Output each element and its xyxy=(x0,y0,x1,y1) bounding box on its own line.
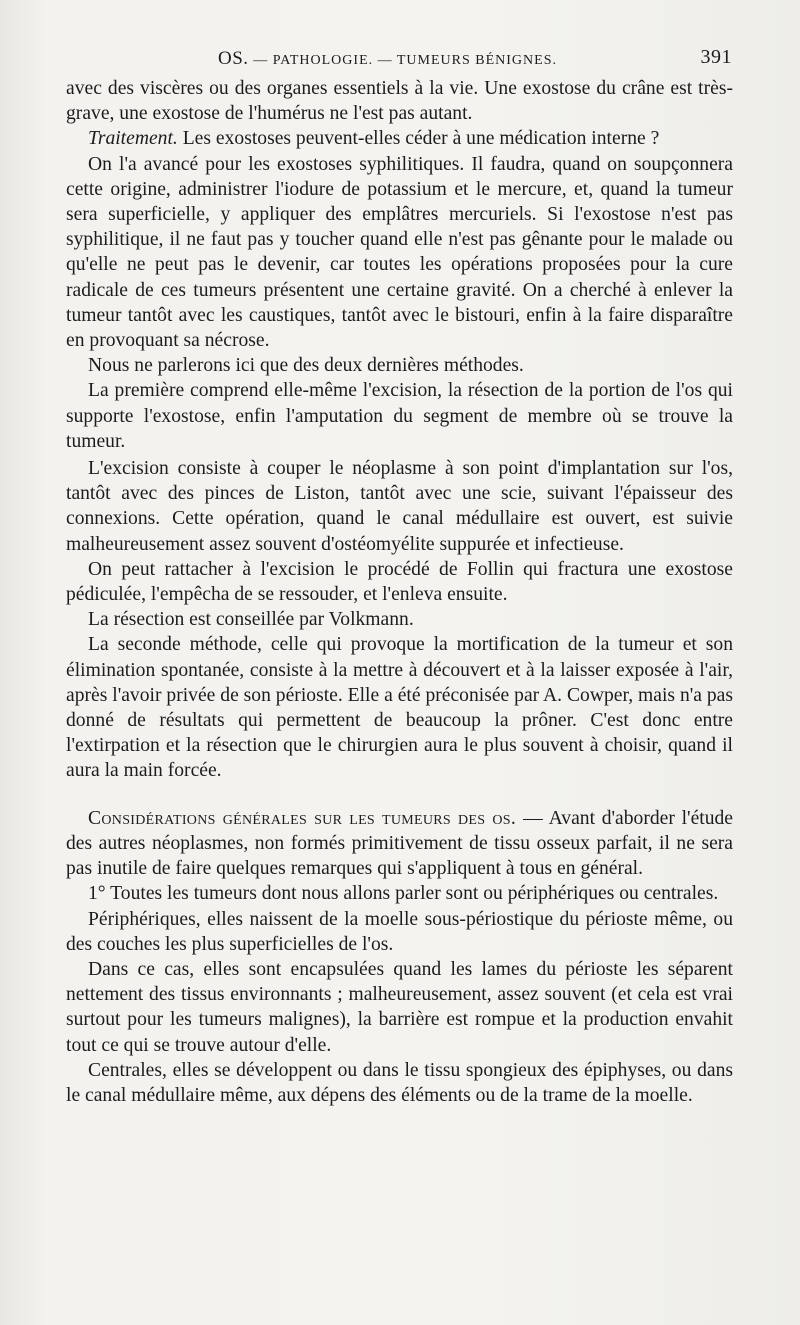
paragraph-13: Dans ce cas, elles sont encapsulées quand les lames du périoste les séparent nettement des tissus environnants ; malheureusement, assez souvent (et cela est vrai surtout pour les tumeurs malignes), la barrière est rompue et la production envahit tout ce qui se trouve autour d'elle. xyxy=(66,958,733,1056)
paragraph-4: Nous ne parlerons ici que des deux dernières méthodes. xyxy=(88,355,524,377)
traitement-text: Les exostoses peuvent-elles céder à une médication interne ? xyxy=(182,128,660,150)
paragraph-6: L'excision consiste à couper le néoplasme à son point d'implantation sur l'os, tantôt avec des pinces de Liston, tantôt avec une scie, suivant l'épaisseur des connexions. Cette opération, quand le canal médullaire est ouvert, est suivie malheureusement assez souvent d'ostéomyélite suppurée et infectieuse. xyxy=(66,458,733,555)
running-title-os: OS. xyxy=(218,48,249,69)
paragraph-12: Périphériques, elles naissent de la moelle sous-périostique du périoste même, ou des couches les plus superficielles de l'os. xyxy=(66,908,733,955)
running-title-text: — PATHOLOGIE. — TUMEURS BÉNIGNES. xyxy=(253,53,557,68)
paragraph-8: La résection est conseillée par Volkmann. xyxy=(88,609,414,631)
running-header xyxy=(0,46,800,74)
paragraph-5: La première comprend elle-même l'excision, la résection de la portion de l'os qui supporte l'exostose, enfin l'amputation du segment de membre où se trouve la tumeur. xyxy=(66,380,733,452)
section-heading: Considérations générales sur les tumeurs des os. — xyxy=(88,807,543,829)
paragraph-traitement xyxy=(66,126,733,151)
paragraph-7: On peut rattacher à l'excision le procédé de Follin qui fractura une exostose pédiculée, l'empêcha de se ressouder, et l'enleva ensuite. xyxy=(66,558,733,606)
running-title xyxy=(218,48,557,70)
traitement-label: Traitement. xyxy=(88,128,178,150)
page-number: 391 xyxy=(700,46,732,68)
paragraph-section xyxy=(66,806,733,882)
paragraph-9: La seconde méthode, celle qui provoque la mortification de la tumeur et son élimination spontanée, consiste à la mettre à découvert et à la laisser exposée à l'air, après l'avoir privée de son périoste. Elle a été préconisée par A. Cowper, mais n'a pas donné de résultats qui permettent de beaucoup la prôner. C'est donc entre l'extirpation et la résection que le chirurgien aura le plus souvent à choisir, quand il aura la main forcée. xyxy=(66,634,733,782)
paragraph-3: On l'a avancé pour les exostoses syphilitiques. Il faudra, quand on soupçonnera cette origine, administrer l'iodure de potassium et le mercure, et, quand la tumeur sera superficielle, y appliquer des emplâtres mercuriels. Si l'exostose n'est pas syphilitique, il ne faut pas y toucher quand elle n'est pas gênante pour le malade ou qu'elle ne peut pas le devenir, car toutes les opérations proposées pour la cure radicale de ces tumeurs présentent une certaine gravité. On a cherché à enlever la tumeur tantôt avec les caustiques, tantôt avec le bistouri, enfin à la faire disparaître en provoquant sa nécrose. xyxy=(66,153,733,352)
paragraph-14: Centrales, elles se développent ou dans le tissu spongieux des épiphyses, ou dans le canal médullaire même, aux dépens des éléments ou de la trame de la moelle. xyxy=(66,1059,733,1106)
section-text: Avant d'aborder l'étude des autres néoplasmes, non formés primitivement de tissu osseux parfait, il ne sera pas inutile de faire quelques remarques qui s'appliquent à tous en général. xyxy=(66,807,733,880)
paragraph-11: 1° Toutes les tumeurs dont nous allons parler sont ou périphériques ou centrales. xyxy=(88,883,719,905)
body-text xyxy=(66,76,733,1108)
paragraph-1: avec des viscères ou des organes essentiels à la vie. Une exostose du crâne est très-grave, une exostose de l'humérus ne l'est pas autant. xyxy=(66,78,733,125)
